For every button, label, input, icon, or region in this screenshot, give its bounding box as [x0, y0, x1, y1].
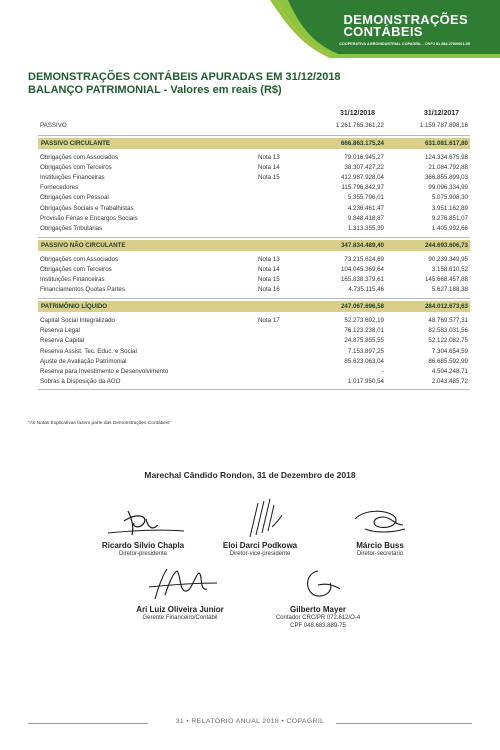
signer-name-4: Ari Luiz Oliveira Junior [136, 605, 224, 614]
row-note: Nota 13 [258, 255, 280, 263]
value-2018: 7.153.897,25 [347, 347, 384, 355]
value-2017: 21.084.792,88 [428, 164, 468, 172]
row-note: Nota 17 [258, 317, 280, 325]
value-2017: 9.276.851,07 [431, 214, 468, 222]
value-2017: 7.304.654,59 [431, 347, 468, 355]
value-2018: 5.355.796,01 [347, 194, 384, 202]
value-2017: 4.504.248,71 [431, 367, 468, 375]
handwritten-signature-3 [335, 505, 425, 541]
row-label: Obrigações com Terceiros [40, 164, 112, 172]
value-2017: 48.769.577,31 [428, 317, 468, 325]
signer-name-2: Eloi Darci Podkowa [222, 541, 298, 550]
value-2018: 347.834.489,40 [340, 241, 384, 249]
signer-role-5-cpf: CPF 048.683.889-75 [290, 623, 346, 629]
table-row [38, 173, 470, 183]
row-label: Instituições Financeiras [40, 276, 105, 283]
value-2018: 85.623.063,04 [344, 357, 384, 365]
table-row [38, 367, 470, 377]
row-label: PASSIVO CIRCULANTE [41, 140, 110, 147]
row-label: Obrigações com Terceiros [40, 265, 112, 273]
row-label: Financiamentos Quotas Partes [40, 286, 125, 294]
value-2017: 145.668.457,88 [424, 276, 468, 283]
table-row [38, 347, 470, 357]
value-2018: 1.017.950,54 [347, 377, 384, 385]
value-2018: 38.307.427,22 [344, 164, 384, 172]
value-2017: 82.583.031,56 [428, 327, 468, 335]
value-2017: 99.096.334,99 [428, 184, 468, 192]
section-row-passivo-nao-circulante [38, 240, 470, 251]
table-row [38, 275, 470, 285]
row-label: PATRIMÔNIO LÍQUIDO [41, 303, 108, 311]
value-2017: 90.239.349,95 [428, 255, 468, 263]
value-2018: 247.067.696,58 [340, 303, 384, 311]
signer-role-5: Contador CRC/PR 072.612/O-4 [275, 615, 361, 621]
value-2018: 1.261.765.361,22 [335, 122, 384, 129]
page-heading [28, 71, 341, 97]
row-label: Capital Social Integralizado [40, 317, 115, 325]
signer-name-5: Gilberto Mayer [289, 605, 346, 614]
table-row [38, 255, 470, 265]
row-label: Obrigações com Associados [40, 154, 119, 161]
value-2018: 412.987.928,04 [340, 174, 384, 182]
row-label: PASSIVO [40, 122, 67, 129]
row-separator [38, 298, 470, 299]
row-note: Nota 14 [258, 265, 280, 273]
banner-title-line1: DEMONSTRAÇÕES [343, 12, 468, 27]
row-label: Obrigações Tributárias [40, 224, 103, 232]
table-row [38, 357, 470, 367]
value-2018: 666.863.175,24 [340, 140, 384, 147]
row-label: Obrigações com Pessoal [40, 194, 109, 202]
value-2018: - [381, 367, 384, 375]
footnote: "As Notas Explicativas fazem parte das Demonstrações Contábeis" [28, 421, 172, 426]
value-2017: 1.159.787.898,16 [419, 122, 468, 129]
table-row [38, 204, 470, 214]
table-row [38, 377, 470, 387]
handwritten-signature-5 [278, 565, 358, 605]
row-separator [38, 135, 470, 136]
row-label: Obrigações com Associados [40, 255, 119, 263]
row-note: Nota 16 [258, 286, 280, 294]
value-2018: 73.215.624,69 [344, 255, 384, 263]
value-2018: 79.016.945,27 [344, 154, 384, 161]
table-row [38, 285, 470, 295]
row-note: Nota 15 [258, 276, 280, 283]
value-2018: 9.848.418,87 [347, 214, 384, 222]
table-row [38, 224, 470, 234]
heading-line1: DEMONSTRAÇÕES CONTÁBEIS APURADAS EM 31/12/2018 [28, 71, 341, 83]
row-note: Nota 14 [258, 164, 280, 172]
row-label: PASSIVO NÃO CIRCULANTE [41, 241, 126, 249]
signer-name-1: Ricardo Silvio Chapla [101, 541, 185, 550]
value-2017: 52.122.082,75 [428, 337, 468, 345]
value-2017: 366.855.899,03 [424, 174, 468, 182]
table-row [38, 153, 470, 163]
row-label: Reserva para Investimento e Desenvolvimento [40, 367, 169, 375]
signature-block-2 [200, 497, 320, 558]
value-2017: 86.685.592,99 [428, 357, 468, 365]
handwritten-signature-2 [210, 497, 310, 541]
signature-block-4 [110, 565, 250, 622]
row-label: Sobras à Disposição da AGO [40, 377, 121, 385]
signer-role-3: Diretor-secretário [356, 551, 404, 557]
row-label: Reserva Assist. Tec. Educ. e Social [40, 347, 137, 355]
row-label: Fornecedores [40, 184, 79, 192]
value-2017: 3.951.162,89 [431, 204, 468, 212]
section-row-patrimonio-liquido [38, 301, 470, 312]
value-2018: 76.123.238,01 [344, 327, 384, 335]
table-row [38, 193, 470, 203]
value-2018: 4.236.461,47 [347, 204, 384, 212]
table-row [38, 163, 470, 173]
banner-subtitle: COOPERATIVA AGROINDUSTRIAL COPAGRIL - CNPJ 81.584.278/0001-55 [339, 42, 470, 46]
value-2018: 24.875.855,55 [344, 337, 384, 345]
value-2017: 5.075.908,30 [431, 194, 468, 202]
value-2017: 2.043.485,72 [431, 377, 468, 385]
handwritten-signature-1 [88, 505, 198, 541]
heading-line2 [28, 84, 341, 97]
value-2018: 4.735.115,46 [348, 286, 384, 294]
section-row-passivo-circulante [38, 138, 470, 149]
heading-line2-bold: BALANÇO PATRIMONIAL [28, 84, 161, 96]
heading-line2-rest: - Valores em reais (R$) [160, 84, 282, 96]
value-2017: 1.405.992,66 [431, 224, 468, 232]
handwritten-signature-4 [125, 565, 235, 605]
table-row [38, 214, 470, 224]
row-separator [38, 237, 470, 238]
signature-block-3 [330, 505, 430, 558]
row-label: Reserva Capital [40, 337, 85, 345]
table-row [38, 316, 470, 326]
column-header-2018: 31/12/2018 [340, 110, 376, 117]
value-2018: 115.796.842,97 [341, 184, 384, 192]
signer-name-3: Márcio Buss [356, 541, 404, 550]
value-2018: 165.838.379,61 [340, 276, 384, 283]
row-label: Obrigações Sociais e Trabalhistas [40, 204, 134, 212]
value-2017: 3.158.610,52 [431, 265, 468, 273]
header-banner [0, 0, 500, 58]
banner-title [343, 14, 468, 38]
page-footer: 31 • RELATÓRIO ANUAL 2018 • COPAGRIL [175, 718, 325, 725]
signature-block-1 [78, 505, 208, 558]
value-2018: 1.313.355,39 [347, 224, 384, 232]
signature-block-5 [248, 565, 388, 630]
signer-role-1: Diretor-presidente [118, 551, 168, 557]
banner-title-line2: CONTÁBEIS [343, 24, 423, 39]
row-note: Nota 15 [258, 174, 280, 182]
value-2017: 124.334.675,98 [424, 154, 468, 161]
row-separator [38, 389, 470, 390]
table-row [38, 183, 470, 193]
value-2018: 104.045.369,64 [340, 265, 384, 273]
place-date: Marechal Cândido Rondon, 31 de Dezembro de 2018 [144, 470, 356, 480]
signer-role-4: Gerente Financeiro/Contábil [142, 615, 218, 621]
table-row [38, 336, 470, 346]
signer-role-2: Diretor-vice-presidente [229, 551, 291, 557]
row-label: Provisão Férias e Encargos Sociais [40, 214, 138, 222]
value-2017: 284.012.673,63 [424, 303, 468, 311]
table-row [38, 121, 470, 131]
table-row [38, 265, 470, 275]
value-2017: 5.627.188,38 [431, 286, 468, 294]
column-header-2017: 31/12/2017 [424, 110, 460, 117]
value-2017: 631.081.617,80 [424, 140, 468, 147]
row-label: Instituições Financeiras [40, 174, 105, 182]
value-2018: 52.273.692,19 [344, 317, 384, 325]
table-row [38, 326, 470, 336]
row-label: Reserva Legal [40, 327, 80, 335]
value-2017: 244.693.606,73 [424, 241, 468, 249]
row-note: Nota 13 [258, 154, 280, 161]
row-label: Ajuste de Avaliação Patrimonial [40, 357, 127, 365]
